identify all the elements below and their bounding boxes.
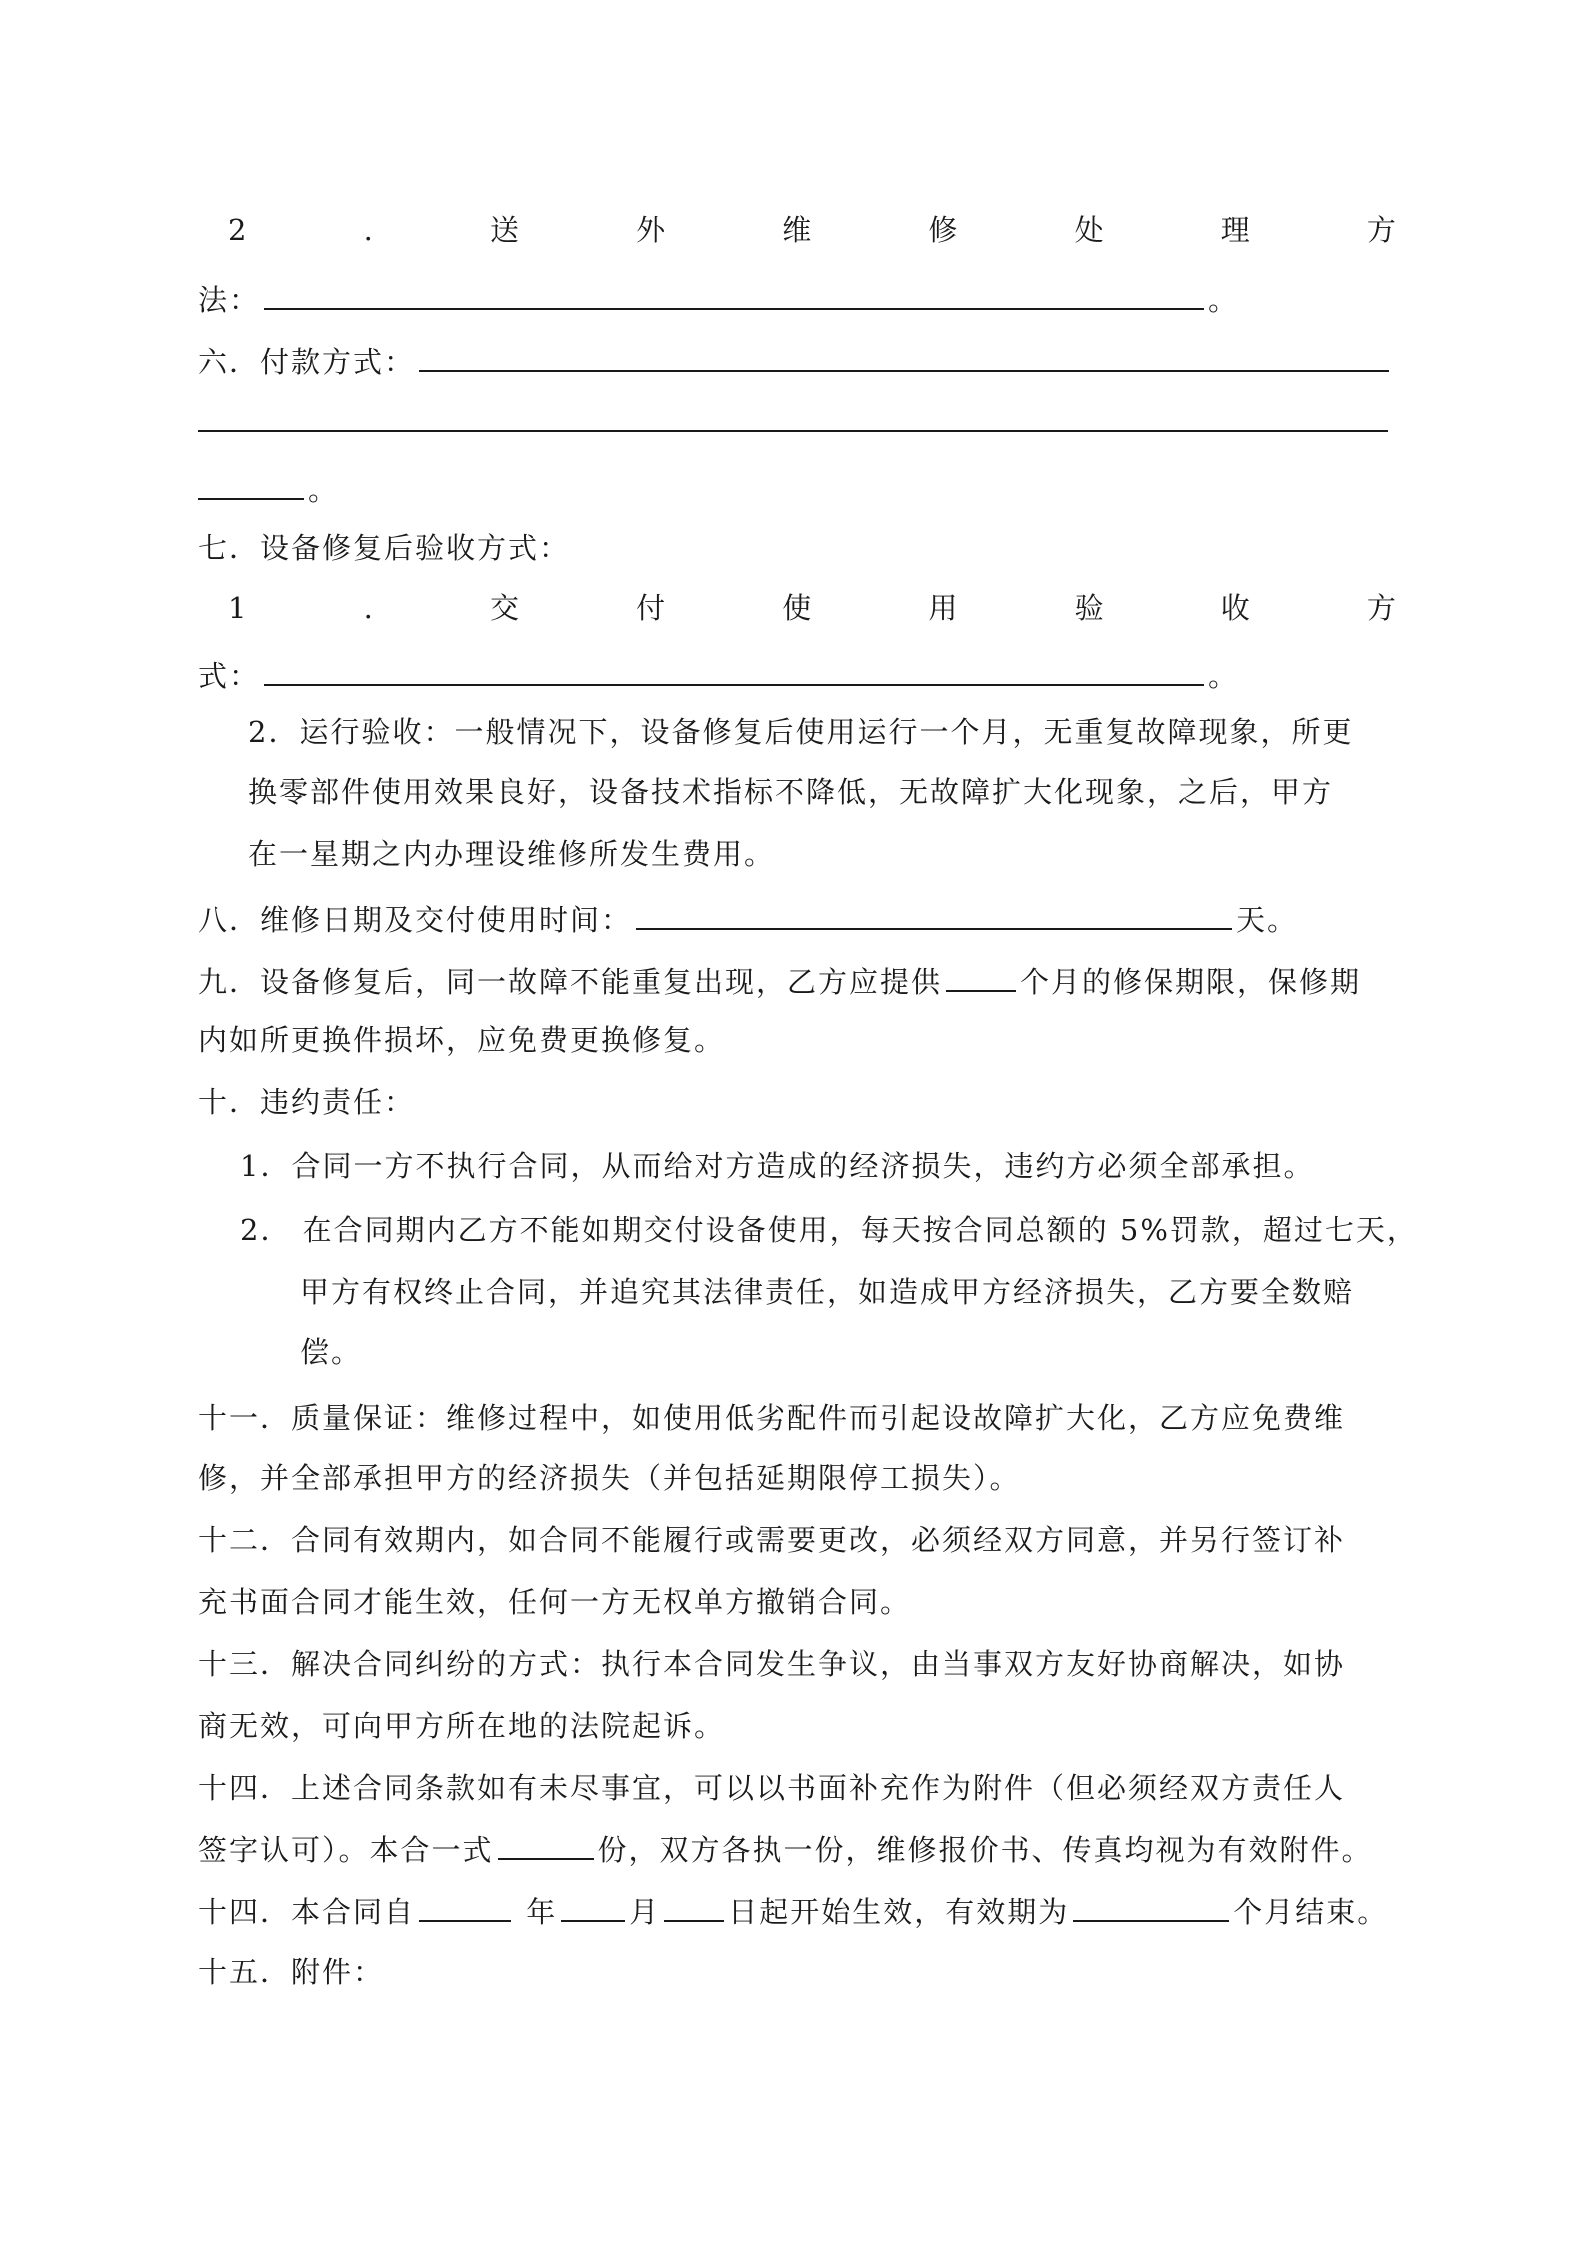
char: 方 bbox=[1366, 213, 1398, 247]
clause-12-line2: 充书面合同才能生效，任何一方无权单方撤销合同。 bbox=[198, 1585, 912, 1619]
period: 。 bbox=[1208, 283, 1240, 317]
fill-blank[interactable] bbox=[264, 654, 1204, 686]
clause-7-2-line3: 在一星期之内办理设维修所发生费用。 bbox=[248, 837, 776, 871]
label: 八．维修日期及交付使用时间： bbox=[198, 903, 633, 937]
clause-6-end bbox=[198, 468, 1398, 508]
clause-7-heading: 七．设备修复后验收方式： bbox=[198, 531, 571, 565]
text: 个月的修保期限，保修期 bbox=[1020, 965, 1362, 999]
clause-11-line1: 十一．质量保证：维修过程中，如使用低劣配件而引起设故障扩大化，乙方应免费维 bbox=[198, 1401, 1346, 1435]
clause-15-heading: 十五．附件： bbox=[198, 1955, 385, 1989]
char: 理 bbox=[1220, 213, 1252, 247]
char: 付 bbox=[636, 591, 668, 625]
label: 式： bbox=[198, 659, 261, 693]
char: 送 bbox=[489, 213, 521, 247]
fill-blank[interactable] bbox=[498, 1828, 594, 1860]
clause-10-1: 1．合同一方不执行合同，从而给对方造成的经济损失，违约方必须全部承担。 bbox=[240, 1149, 1315, 1183]
clause-7-2-line2: 换零部件使用效果良好，设备技术指标不降低，无故障扩大化现象，之后，甲方 bbox=[248, 775, 1334, 809]
text: 九．设备修复后，同一故障不能重复出现，乙方应提供 bbox=[198, 965, 943, 999]
text: 日起开始生效，有效期为 bbox=[728, 1895, 1070, 1929]
char: 外 bbox=[636, 213, 668, 247]
label: 法： bbox=[198, 283, 261, 317]
label: 六．付款方式： bbox=[198, 345, 416, 379]
char: 方 bbox=[1366, 591, 1398, 625]
fill-blank[interactable] bbox=[1073, 1890, 1229, 1922]
unit: 天。 bbox=[1236, 903, 1299, 937]
char: 验 bbox=[1074, 591, 1106, 625]
fill-blank[interactable] bbox=[198, 468, 304, 500]
clause-12-line1: 十二．合同有效期内，如合同不能履行或需要更改，必须经双方同意，并另行签订补 bbox=[198, 1523, 1346, 1557]
period: 。 bbox=[308, 473, 340, 507]
clause-10-2-line1: 2． 在合同期内乙方不能如期交付设备使用，每天按合同总额的 5%罚款，超过七天， bbox=[240, 1213, 1418, 1247]
fill-blank[interactable] bbox=[419, 340, 1389, 372]
text: 十四．本合同自 bbox=[198, 1895, 416, 1929]
clause-14a-line2 bbox=[198, 1828, 1398, 1868]
clause-6-heading bbox=[198, 340, 1398, 380]
text: 签字认可）。本合一式 bbox=[198, 1833, 494, 1867]
clause-5-2-blank-line bbox=[198, 278, 1398, 318]
fill-blank[interactable] bbox=[264, 278, 1204, 310]
clause-14b bbox=[198, 1890, 1398, 1930]
clause-14a-line1: 十四．上述合同条款如有未尽事宜，可以以书面补充作为附件（但必须经双方责任人 bbox=[198, 1771, 1346, 1805]
char: 2 bbox=[228, 213, 249, 247]
char: 使 bbox=[782, 591, 814, 625]
clause-13-line1: 十三．解决合同纠纷的方式：执行本合同发生争议，由当事双方友好协商解决，如协 bbox=[198, 1647, 1346, 1681]
clause-7-1-heading bbox=[198, 588, 1398, 628]
text: 月 bbox=[629, 1895, 661, 1929]
char: 交 bbox=[489, 591, 521, 625]
text: 份，双方各执一份，维修报价书、传真均视为有效附件。 bbox=[597, 1833, 1373, 1867]
fill-blank-line[interactable] bbox=[198, 430, 1388, 432]
char: . bbox=[363, 591, 375, 625]
clause-13-line2: 商无效，可向甲方所在地的法院起诉。 bbox=[198, 1709, 726, 1743]
fill-blank[interactable] bbox=[419, 1890, 511, 1922]
fill-blank[interactable] bbox=[946, 960, 1016, 992]
clause-9-line2: 内如所更换件损坏，应免费更换修复。 bbox=[198, 1023, 726, 1057]
text: 个月结束。 bbox=[1233, 1895, 1389, 1929]
char: 收 bbox=[1220, 591, 1252, 625]
char: . bbox=[363, 213, 375, 247]
fill-blank[interactable] bbox=[664, 1890, 724, 1922]
char: 维 bbox=[782, 213, 814, 247]
clause-5-2-heading bbox=[198, 210, 1398, 250]
char: 1 bbox=[228, 591, 249, 625]
period: 。 bbox=[1208, 659, 1240, 693]
clause-8 bbox=[198, 898, 1398, 938]
char: 处 bbox=[1074, 213, 1106, 247]
clause-7-2-line1: 2．运行验收：一般情况下，设备修复后使用运行一个月，无重复故障现象，所更 bbox=[248, 715, 1354, 749]
clause-11-line2: 修，并全部承担甲方的经济损失（并包括延期限停工损失）。 bbox=[198, 1461, 1021, 1495]
clause-10-2-line2: 甲方有权终止合同，并追究其法律责任，如造成甲方经济损失，乙方要全数赔 bbox=[300, 1275, 1355, 1309]
char: 用 bbox=[928, 591, 960, 625]
clause-10-2-line3: 偿。 bbox=[300, 1335, 363, 1369]
clause-9-line1 bbox=[198, 960, 1398, 1000]
text: 年 bbox=[526, 1895, 558, 1929]
char: 修 bbox=[928, 213, 960, 247]
clause-7-1-blank-line bbox=[198, 654, 1398, 694]
clause-10-heading: 十．违约责任： bbox=[198, 1085, 416, 1119]
fill-blank[interactable] bbox=[561, 1890, 625, 1922]
fill-blank[interactable] bbox=[636, 898, 1232, 930]
